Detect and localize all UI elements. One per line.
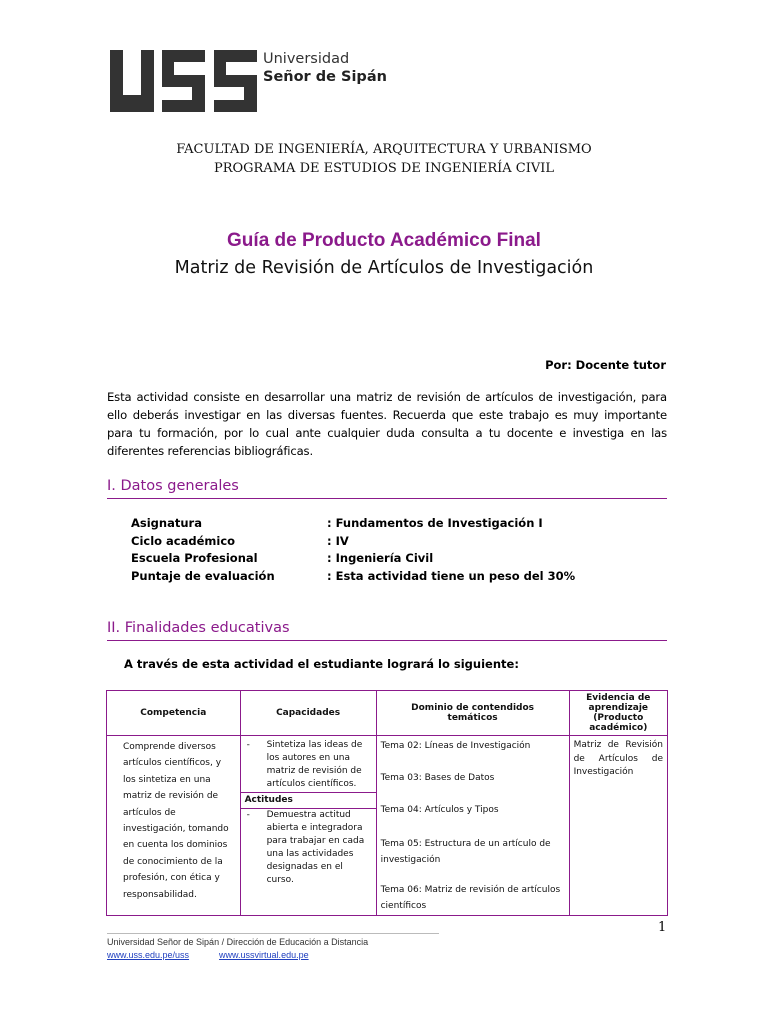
tema-item: Tema 06: Matriz de revisión de artículos científicos [380,885,561,911]
competency-table [106,690,668,916]
uss-logo-mark [110,50,258,112]
cell-competencia [107,736,241,916]
tema-item: Tema 04: Artículos y Tipos [380,805,499,815]
faculty-name: FACULTAD DE INGENIERÍA, ARQUITECTURA Y URBANISMO [176,142,592,157]
intro-paragraph: Esta actividad consiste en desarrollar una matriz de revisión de artículos de investigación, para ello deberás investigar en las diversas fuentes. Recuerda que este trabajo es muy importante para tu formación, por lo cual ante cualquier duda consulta a tu docente e investiga en las diferentes referencias bibliográficas. [107,390,667,458]
header-evidencia [569,691,667,736]
table-header-row [107,691,668,736]
competencia-text: Comprende diversos artículos científicos, y los sintetiza en una matriz de revisión de artículos de investigación, tomando en cuenta los dominios de conocimiento de la profesión, con ética y responsabilidad. [123,742,229,900]
university-line-2: Señor de Sipán [263,69,387,85]
footer-link-uss[interactable]: www.uss.edu.pe/uss [107,950,190,960]
table-row [107,736,668,916]
section-divider [107,498,667,499]
general-data-key: Ciclo académico [131,533,236,548]
header-dominio-text: Dominio de contendidos temáticos [411,703,535,723]
header-dominio [376,691,569,736]
header-evidencia-line-2: (Producto académico) [589,713,648,733]
actitud-text: Demuestra actitud abierta e integradora para trabajar en cada una las actividades designadas en el curso. [266,810,365,885]
general-data-list [131,515,575,585]
tema-item: Tema 03: Bases de Datos [380,773,495,783]
header-capacidades: Capacidades [240,691,376,736]
header-competencia: Competencia [107,691,241,736]
general-data-key: Escuela Profesional [131,551,258,566]
footer-divider [107,933,439,934]
section-lead: A través de esta actividad el estudiante logrará lo siguiente: [124,657,519,671]
general-data-key: Asignatura [131,516,202,530]
section-heading-finalidades: II. Finalidades educativas [107,620,290,636]
guide-subtitle: Matriz de Revisión de Artículos de Investigación [174,258,594,278]
tema-item: Tema 02: Líneas de Investigación [380,741,531,751]
general-data-value: : Fundamentos de Investigación I [327,516,543,530]
capacidad-text: Sintetiza las ideas de los autores en una matriz de revisión de artículos científicos. [266,740,363,789]
university-name [263,50,387,86]
general-data-value: : IV [327,533,349,548]
footer-link-virtual[interactable]: www.ussvirtual.edu.pe [219,950,309,960]
faculty-header [0,140,768,178]
actitudes-label: Actitudes [241,792,376,809]
page-number: 1 [658,920,667,935]
guide-title: Guía de Producto Académico Final [227,230,541,251]
cell-dominio [376,736,569,916]
general-data-value: : Esta actividad tiene un peso del 30% [327,568,576,583]
author-line: Por: Docente tutor [545,358,666,372]
list-item [245,809,370,887]
temas-list [377,736,569,914]
general-data-key: Puntaje de evaluación [131,568,275,583]
evidencia-text: Matriz de Revisión de Artículos de Investigación [573,740,663,777]
cell-capacidades [240,736,376,916]
tema-item: Tema 05: Estructura de un artículo de investigación [380,839,551,865]
university-line-1: Universidad [263,51,350,67]
cell-evidencia [569,736,667,916]
footer-links [107,950,309,960]
general-data-row [131,533,575,551]
general-data-row [131,568,575,586]
section-divider [107,640,667,641]
general-data-value: : Ingeniería Civil [327,551,434,566]
section-heading-datos-generales: I. Datos generales [107,478,239,494]
footer-org: Universidad Señor de Sipán / Dirección de Educación a Distancia [107,937,369,947]
header-evidencia-line-1: Evidencia de aprendizaje [586,693,651,713]
general-data-row [131,515,575,533]
program-name: PROGRAMA DE ESTUDIOS DE INGENIERÍA CIVIL [213,161,555,176]
list-item [245,739,370,791]
list-dash: - [246,810,250,820]
capacidades-list [241,736,376,887]
list-dash: - [246,740,250,750]
general-data-row [131,550,575,568]
